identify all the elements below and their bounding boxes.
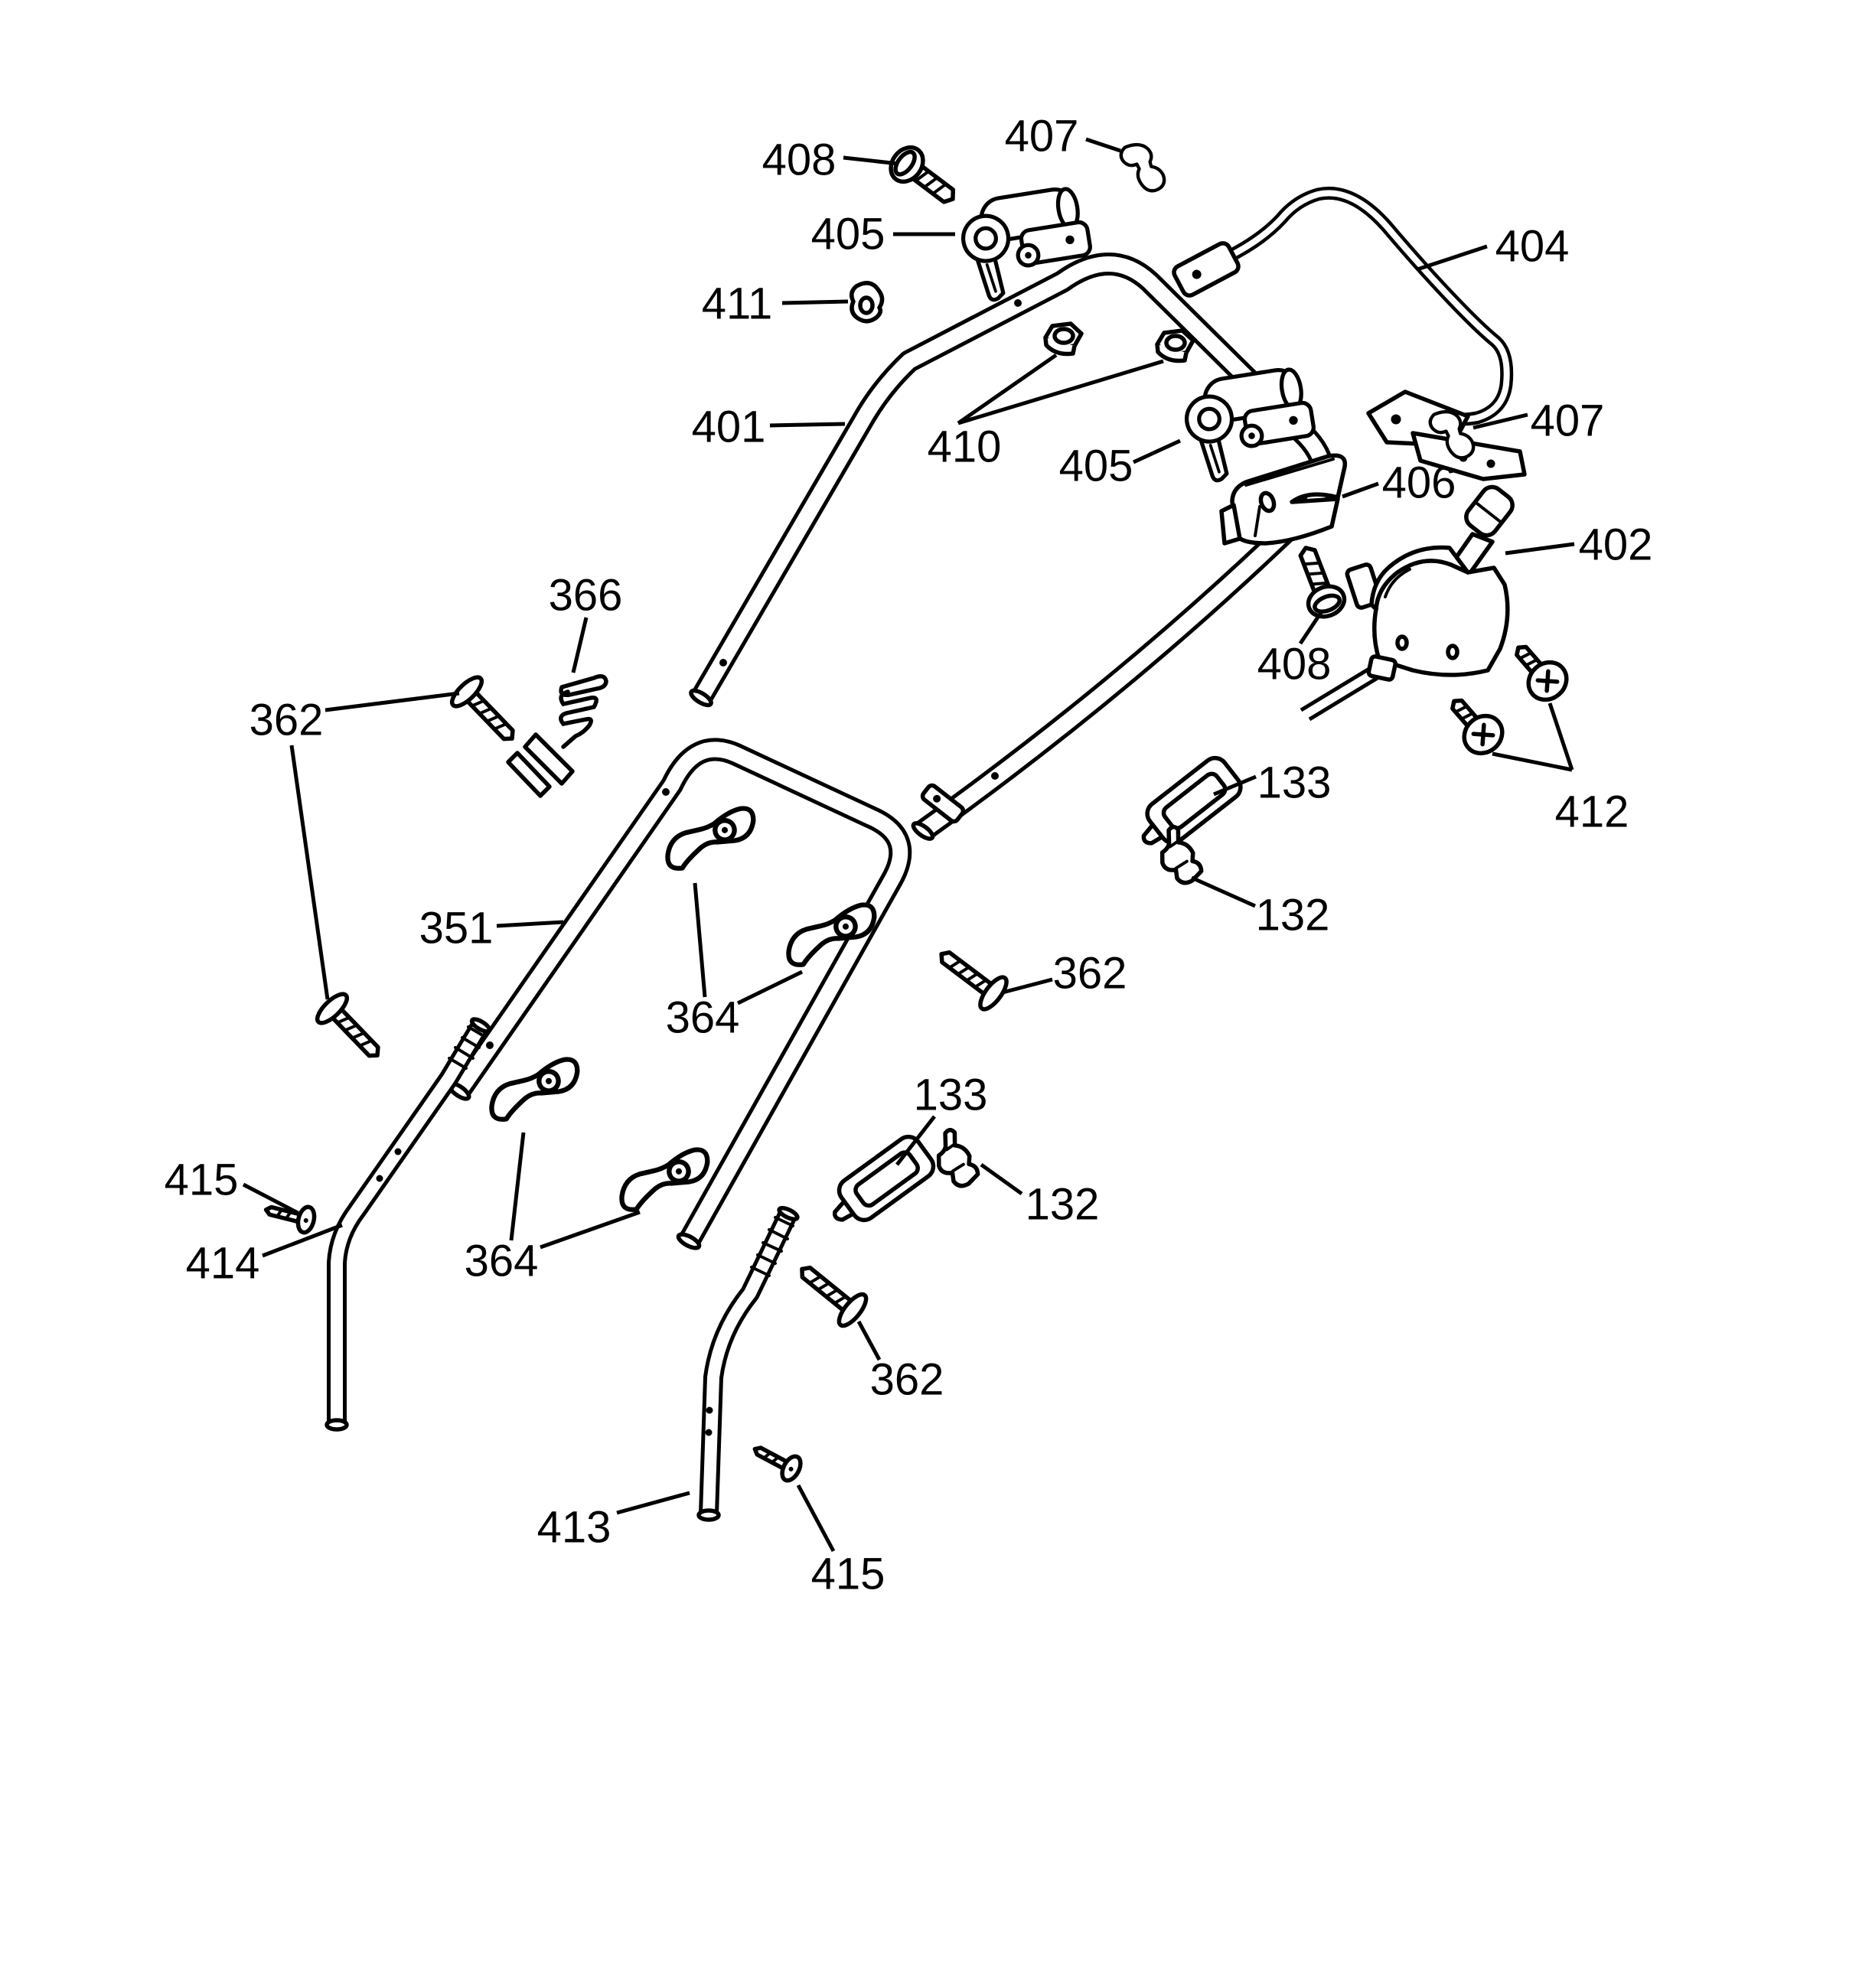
spring-clip-366	[508, 676, 606, 796]
leader-line-362b	[1003, 979, 1052, 992]
leader-line-401	[770, 424, 845, 425]
part-number-label-404: 404	[1495, 221, 1570, 272]
leader-line-415b	[798, 1485, 833, 1551]
part-number-label-405a: 405	[810, 209, 885, 259]
screw-415-right	[748, 1438, 804, 1484]
leader-line-364a	[695, 883, 705, 997]
part-number-label-132b: 132	[1025, 1179, 1100, 1230]
screw-408-bottom	[1289, 541, 1349, 621]
nut-411	[852, 283, 882, 321]
leader-line-362a	[325, 693, 459, 710]
part-number-label-364a: 364	[665, 992, 740, 1043]
bolt-362-lower	[790, 1254, 870, 1330]
part-number-label-362c: 362	[869, 1354, 944, 1405]
part-number-label-414: 414	[185, 1238, 260, 1289]
lever-bracket-406	[1221, 455, 1345, 543]
part-number-label-410: 410	[927, 422, 1002, 472]
grip-pad-133-lower	[821, 1132, 938, 1234]
bolt-362-middle	[930, 939, 1011, 1013]
leader-line-132b	[981, 1165, 1022, 1194]
bolt-362-upper	[448, 673, 526, 751]
trunnion-407-top	[1121, 145, 1164, 191]
leader-line-364a	[738, 972, 802, 1003]
leader-line-364b	[540, 1212, 640, 1247]
nut-410-right	[1157, 331, 1193, 361]
nut-410-left	[1045, 324, 1081, 354]
screw-412-lower	[1439, 688, 1509, 761]
leader-line-132a	[1192, 878, 1255, 906]
part-number-label-407a: 407	[1004, 111, 1079, 161]
part-number-label-401: 401	[691, 402, 766, 452]
part-number-label-362b: 362	[1052, 948, 1127, 999]
part-number-label-351: 351	[419, 903, 494, 953]
part-number-label-411: 411	[701, 279, 773, 329]
leader-line-407a	[1086, 139, 1120, 151]
part-number-label-405b: 405	[1058, 441, 1133, 491]
upper-handle-tube-401	[689, 264, 1323, 842]
leader-line-405b	[1133, 441, 1180, 462]
leader-line-364b	[511, 1133, 523, 1240]
part-number-label-364b: 364	[464, 1236, 539, 1286]
screw-408-top	[884, 141, 964, 213]
leader-line-412	[1492, 754, 1572, 770]
screw-415-left	[263, 1197, 316, 1234]
part-number-label-412: 412	[1554, 787, 1629, 837]
part-number-label-133a: 133	[1257, 758, 1332, 808]
leader-line-413	[617, 1493, 690, 1513]
leader-line-362c	[859, 1322, 879, 1360]
part-number-label-406: 406	[1381, 458, 1456, 508]
part-number-label-408b: 408	[1257, 639, 1332, 689]
leader-line-412	[1550, 703, 1572, 770]
leader-line-351	[497, 922, 563, 926]
part-number-label-415a: 415	[164, 1155, 239, 1205]
part-number-label-413: 413	[536, 1502, 611, 1553]
part-number-label-132a: 132	[1255, 890, 1330, 940]
leader-line-411	[782, 301, 848, 303]
leader-line-410	[958, 355, 1056, 423]
part-number-label-408a: 408	[762, 135, 837, 185]
part-number-label-402: 402	[1578, 520, 1653, 570]
part-number-label-366: 366	[548, 570, 623, 621]
leader-line-366	[573, 618, 586, 673]
part-number-label-415b: 415	[810, 1549, 885, 1599]
grip-pad-133-upper	[1130, 753, 1245, 858]
part-number-label-407b: 407	[1530, 396, 1605, 446]
leader-line-362a	[292, 745, 328, 999]
bolt-362-left	[313, 989, 391, 1068]
leader-line-406	[1342, 484, 1378, 497]
part-number-label-362a: 362	[249, 695, 324, 745]
leader-line-404	[1417, 246, 1487, 269]
cable-clip-132-lower	[929, 1126, 980, 1191]
wing-knob-364-a1	[661, 784, 759, 891]
leader-line-402	[1505, 544, 1574, 553]
part-number-label-133b: 133	[913, 1070, 988, 1120]
leader-line-410	[958, 361, 1163, 423]
screw-412-upper	[1503, 634, 1574, 707]
